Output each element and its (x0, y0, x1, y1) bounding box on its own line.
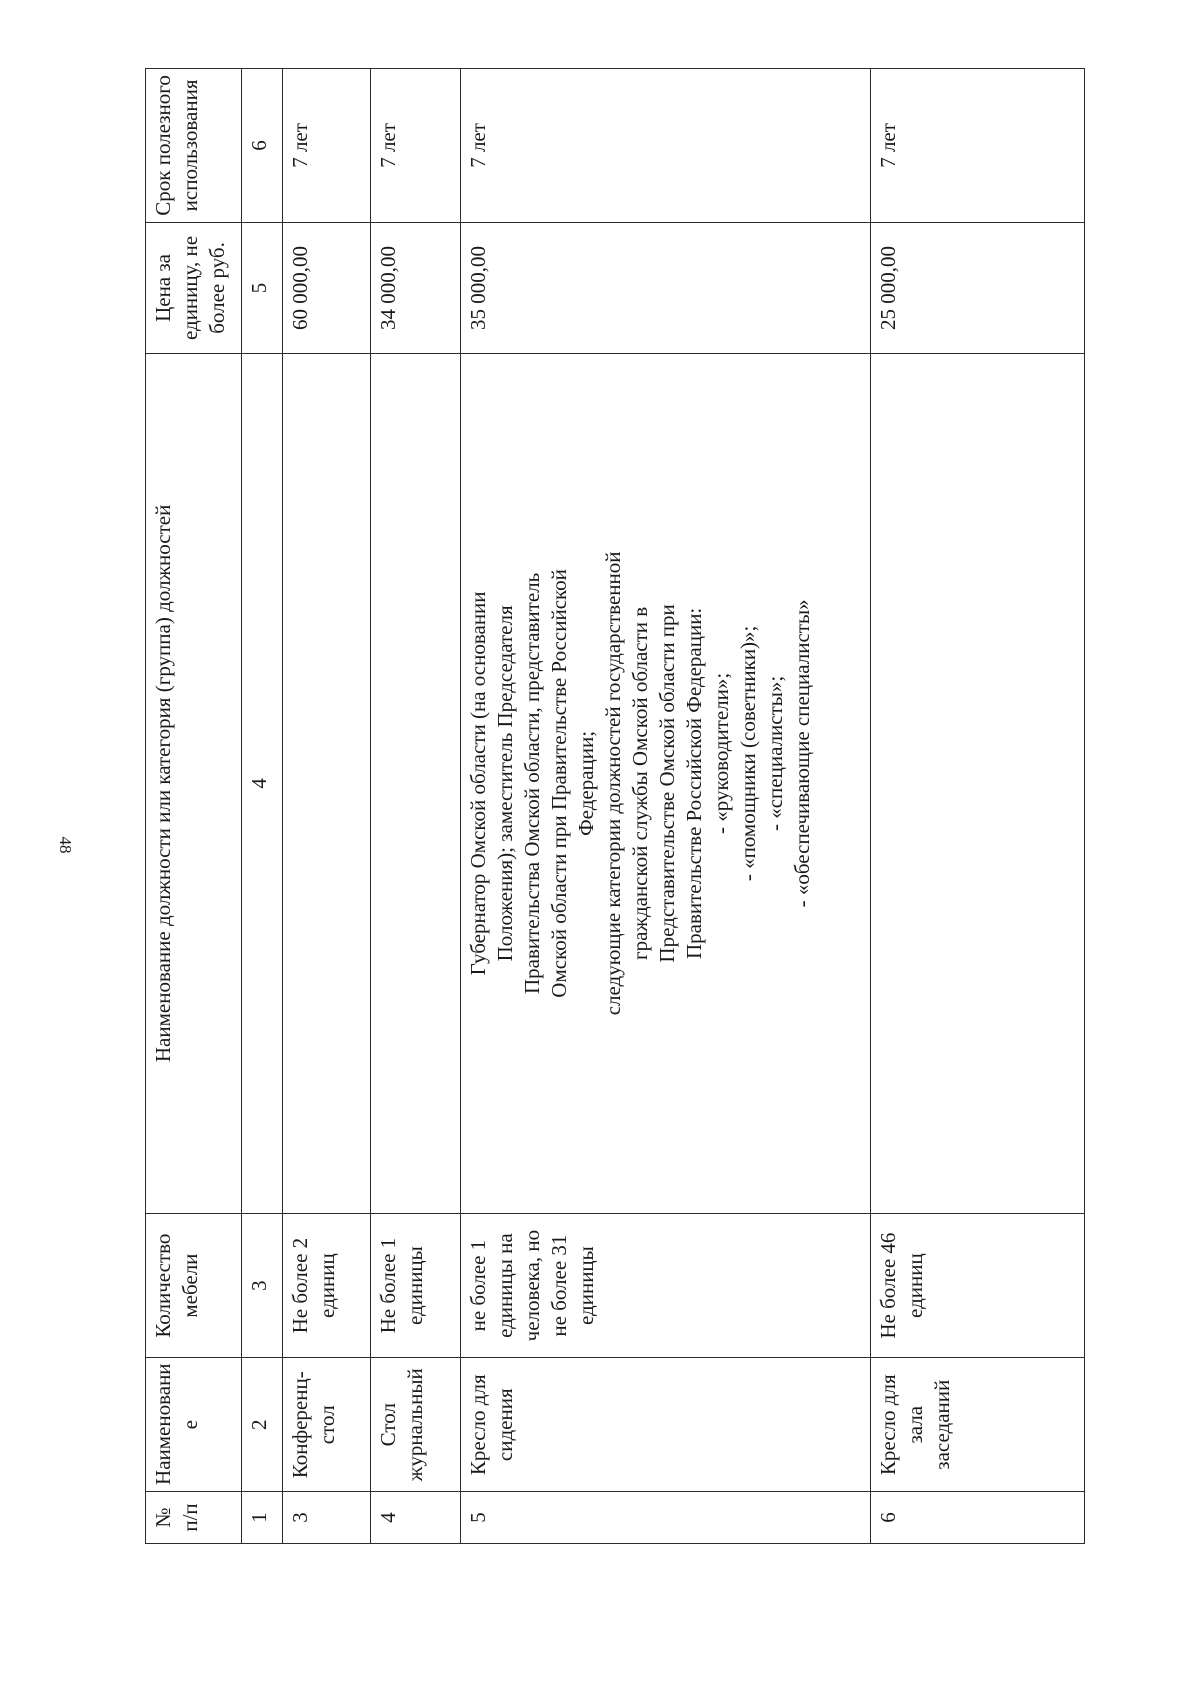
row-number: 3 (283, 1491, 371, 1543)
column-number: 4 (242, 354, 283, 1214)
page-number: 48 (56, 836, 75, 854)
item-term: 7 лет (283, 69, 371, 223)
header-cell-positions: Наименование должности или категория (группа) должностей (146, 354, 242, 1214)
item-quantity: Не более 46 единиц (871, 1213, 1085, 1358)
position-line: - «специалисты»; (763, 675, 787, 832)
item-term: 7 лет (371, 69, 461, 223)
header-cell-name: Наименовани е (146, 1358, 242, 1491)
item-price: 35 000,00 (461, 222, 871, 353)
item-name: Кресло для зала заседаний (871, 1358, 1085, 1491)
header-cell-price: Цена за единицу, не более руб. (146, 222, 242, 353)
table-row (283, 69, 371, 1544)
table-row (371, 69, 461, 1544)
item-price: 60 000,00 (283, 222, 371, 353)
position-line: гражданской службы Омской области в (628, 606, 652, 960)
item-quantity: не более 1 единицы на человека, но не более 31 единицы (461, 1213, 871, 1358)
rotated-page-content (145, 68, 1085, 1544)
position-line: Губернатор Омской области (на основании (466, 591, 490, 976)
column-number-row (242, 69, 283, 1544)
item-positions (371, 354, 461, 1214)
item-price: 25 000,00 (871, 222, 1085, 353)
item-name: Стол журнальный (371, 1358, 461, 1491)
row-number: 6 (871, 1491, 1085, 1543)
position-line: Правительстве Российской Федерации: (682, 607, 706, 960)
position-line: следующие категории должностей государственной (601, 551, 625, 1016)
position-line: Положения); заместитель Председателя (493, 605, 517, 962)
position-line: - «помощники (советники)»; (736, 625, 760, 882)
row-number: 5 (461, 1491, 871, 1543)
table-row (461, 69, 871, 1544)
item-term: 7 лет (871, 69, 1085, 223)
column-number: 1 (242, 1491, 283, 1543)
header-cell-term: Срок полезного использования (146, 69, 242, 223)
position-line: Правительства Омской области, представитель (520, 572, 544, 995)
table-row (871, 69, 1085, 1544)
column-number: 2 (242, 1358, 283, 1491)
column-number: 3 (242, 1213, 283, 1358)
position-line: Федерации; (574, 730, 598, 836)
furniture-norms-table (145, 68, 1085, 1544)
item-term: 7 лет (461, 69, 871, 223)
item-quantity: Не более 1 единицы (371, 1213, 461, 1358)
item-price: 34 000,00 (371, 222, 461, 353)
row-number: 4 (371, 1491, 461, 1543)
item-quantity: Не более 2 единиц (283, 1213, 371, 1358)
position-line: Омской области при Правительстве Российской (547, 569, 571, 998)
item-name: Конференц-стол (283, 1358, 371, 1491)
item-positions (461, 354, 871, 1214)
item-positions (871, 354, 1085, 1214)
position-line: - «обеспечивающие специалисты» (790, 599, 814, 908)
position-line: - «руководители»; (709, 672, 733, 835)
table-header-row (146, 69, 242, 1544)
column-number: 6 (242, 69, 283, 223)
item-name: Кресло для сидения (461, 1358, 871, 1491)
header-cell-number: № п/п (146, 1491, 242, 1543)
position-line: Представительстве Омской области при (655, 604, 679, 963)
column-number: 5 (242, 222, 283, 353)
header-cell-quantity: Количество мебели (146, 1213, 242, 1358)
item-positions (283, 354, 371, 1214)
